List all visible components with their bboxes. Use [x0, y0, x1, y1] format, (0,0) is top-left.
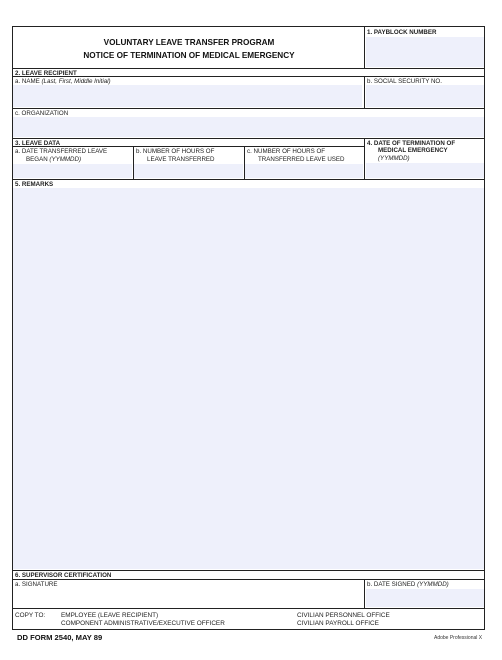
hours-transferred-field[interactable] [134, 164, 243, 178]
rule-name [12, 108, 485, 109]
hours-transferred-label-1: b. NUMBER OF HOURS OF [136, 148, 215, 155]
name-label: a. NAME (Last, First, Middle Initial) [15, 77, 111, 85]
rule-signature [12, 608, 485, 609]
organization-field[interactable] [13, 117, 484, 137]
form-title-line1: VOLUNTARY LEAVE TRANSFER PROGRAM [103, 38, 275, 47]
organization-label: c. ORGANIZATION [15, 109, 69, 117]
signature-date-divider [364, 579, 365, 608]
name-ssn-divider [364, 76, 365, 108]
hours-used-label-1: c. NUMBER OF HOURS OF [247, 148, 326, 155]
hours-used-field[interactable] [245, 164, 363, 178]
signature-label: a. SIGNATURE [15, 580, 58, 588]
copy-to-label: COPY TO: [15, 612, 46, 619]
copy-to-item: COMPONENT ADMINISTRATIVE/EXECUTIVE OFFICER [61, 620, 225, 627]
date-transferred-label-1: a. DATE TRANSFERRED LEAVE [15, 148, 108, 155]
form-id: DD FORM 2540, MAY 89 [17, 633, 103, 642]
payblock-field[interactable] [366, 37, 484, 67]
rule-header [12, 68, 485, 69]
copy-to-item: EMPLOYEE (LEAVE RECIPIENT) [61, 612, 159, 619]
rule-sec3 [12, 146, 364, 147]
payblock-label: 1. PAYBLOCK NUMBER [367, 29, 437, 36]
copy-to-item: CIVILIAN PERSONNEL OFFICE [297, 612, 390, 619]
remarks-field[interactable] [13, 188, 484, 569]
date-signed-label: b. DATE SIGNED (YYMMDD) [367, 580, 449, 588]
termination-date-hint: (YYMMDD) [378, 154, 410, 162]
leave-data-heading: 3. LEAVE DATA [15, 139, 61, 147]
ssn-label: b. SOCIAL SECURITY NO. [367, 77, 442, 85]
supervisor-heading: 6. SUPERVISOR CERTIFICATION [15, 571, 112, 579]
ssn-field[interactable] [366, 85, 484, 107]
copy-to-item: CIVILIAN PAYROLL OFFICE [297, 620, 379, 627]
software-note: Adobe Professional X [434, 635, 483, 641]
hours-used-label-2: TRANSFERRED LEAVE USED [258, 155, 345, 163]
date-signed-hint: (YYMMDD) [417, 580, 449, 588]
termination-date-label-2: MEDICAL EMERGENCY [378, 147, 448, 154]
date-transferred-label-2: BEGAN (YYMMDD) [26, 155, 82, 163]
name-hint: (Last, First, Middle Initial) [41, 77, 111, 85]
rule-leave-data [12, 179, 485, 180]
leave-recipient-heading: 2. LEAVE RECIPIENT [15, 69, 77, 77]
termination-date-label-1: 4. DATE OF TERMINATION OF [367, 139, 456, 147]
form-title-line2: NOTICE OF TERMINATION OF MEDICAL EMERGENCY [83, 51, 295, 60]
hours-transferred-label-2: LEAVE TRANSFERRED [147, 155, 215, 163]
sec3-sec4-divider [364, 138, 365, 179]
termination-date-field[interactable] [366, 163, 484, 178]
remarks-label: 5. REMARKS [15, 180, 54, 188]
date-transferred-field[interactable] [13, 164, 132, 178]
date-signed-field[interactable] [366, 589, 484, 607]
date-transferred-hint: (YYMMDD) [49, 155, 82, 163]
name-field[interactable] [13, 85, 362, 107]
header-divider [364, 26, 365, 68]
